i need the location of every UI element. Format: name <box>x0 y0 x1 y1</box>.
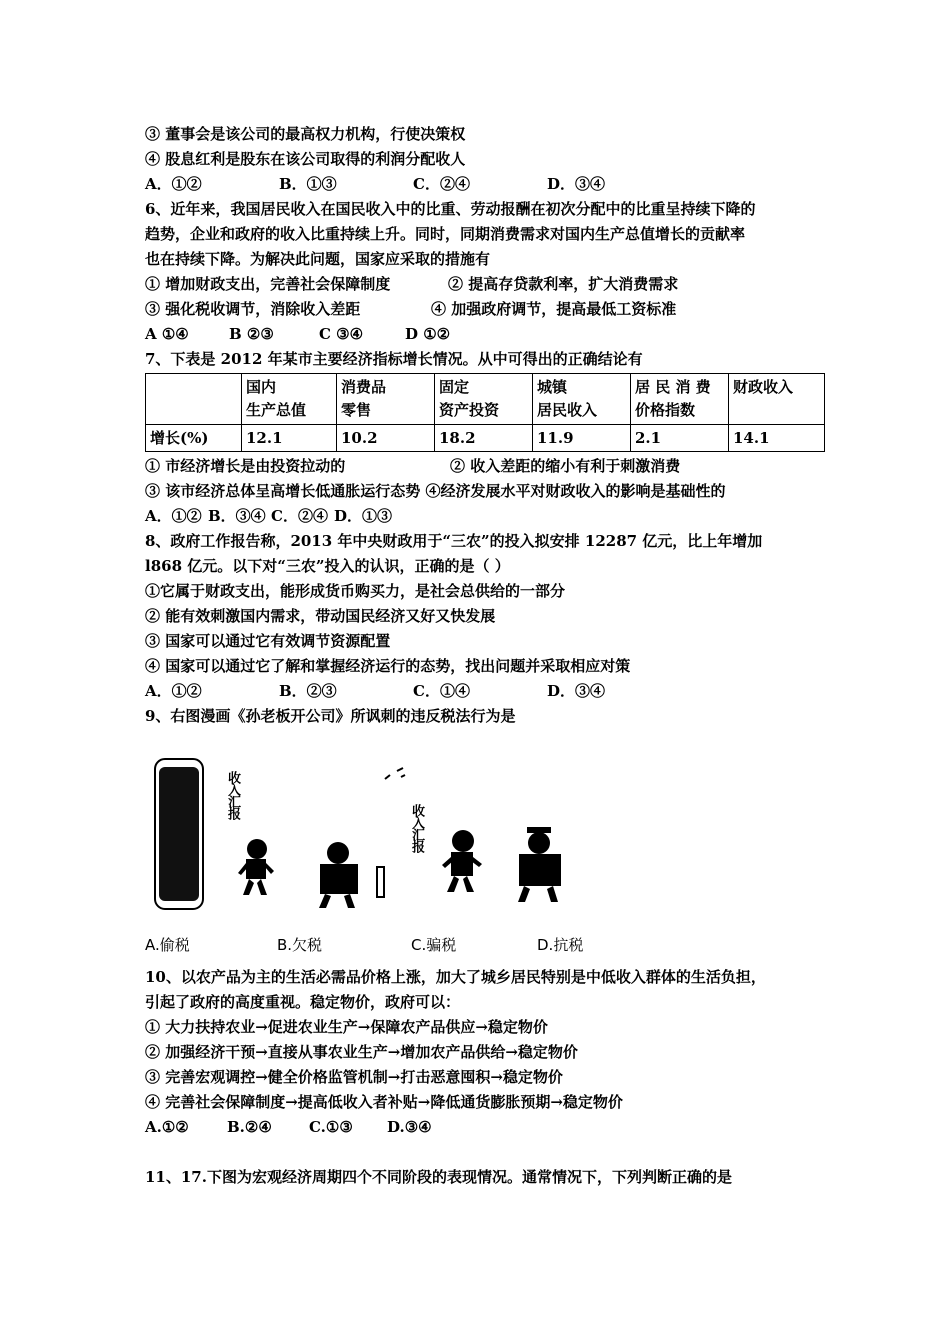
table-cell: 18.2 <box>435 425 533 452</box>
option-b: B.②④ <box>227 1118 272 1136</box>
text-line: ④ 股息红利是股东在该公司取得的利润分配收人 <box>145 150 466 168</box>
option-b: B．②③ <box>279 682 337 700</box>
q10-item: ① 大力扶持农业→促进农业生产→保障农产品供应→稳定物价 <box>145 1018 548 1036</box>
q11-text: 11、17.下图为宏观经济周期四个不同阶段的表现情况。通常情况下，下列判断正确的是 <box>145 1168 732 1186</box>
q6-item: ④ 加强政府调节，提高最低工资标准 <box>431 300 677 318</box>
option-a: A．①② <box>145 175 202 193</box>
q8-item: ③ 国家可以通过它有效调节资源配置 <box>145 632 391 650</box>
option-a: A．①② <box>145 507 202 525</box>
q7-items-row <box>145 454 825 479</box>
table-row-label: 增长(%) <box>146 425 242 452</box>
table-cell: 2.1 <box>631 425 729 452</box>
option-d: D.③④ <box>387 1118 432 1136</box>
q10-item: ② 加强经济干预→直接从事农业生产→增加农产品供给→稳定物价 <box>145 1043 578 1061</box>
q10-options <box>145 1115 825 1140</box>
table-header-cell: 居 民 消 费 价格指数 <box>631 374 729 425</box>
option-a: A．①② <box>145 682 202 700</box>
q10-text: 10、以农产品为主的生活必需品价格上涨，加大了城乡居民特别是中低收入群体的生活负担， <box>145 968 766 986</box>
q6-text: 也在持续下降。为解决此问题，国家应采取的措施有 <box>145 250 491 268</box>
table-header-cell: 国内 生产总值 <box>242 374 337 425</box>
cartoon-image <box>145 749 585 919</box>
table-header-cell <box>146 374 242 425</box>
cartoon-drawing <box>145 749 585 919</box>
q6-item: ① 增加财政支出，完善社会保障制度 <box>145 275 391 293</box>
table-row <box>146 425 825 452</box>
q7-item: ① 市经济增长是由投资拉动的 <box>145 457 346 475</box>
table-header-cell: 城镇 居民收入 <box>533 374 631 425</box>
table-cell: 10.2 <box>337 425 435 452</box>
q6-item: ② 提高存贷款利率，扩大消费需求 <box>448 275 679 293</box>
option-d: D．①③ <box>334 507 393 525</box>
q10-item: ④ 完善社会保障制度→提高低收入者补贴→降低通货膨胀预期→稳定物价 <box>145 1093 623 1111</box>
q6-item: ③ 强化税收调节，消除收入差距 <box>145 300 361 318</box>
option-a: A ①④ <box>145 325 189 343</box>
q9-text: 9、右图漫画《孙老板开公司》所讽刺的违反税法行为是 <box>145 707 516 725</box>
q6-text: 6、近年来，我国居民收入在国民收入中的比重、劳动报酬在初次分配中的比重呈持续下降的 <box>145 200 756 218</box>
q10-text: 引起了政府的高度重视。稳定物价，政府可以： <box>145 993 461 1011</box>
q6-items-row <box>145 272 825 297</box>
table-cell: 12.1 <box>242 425 337 452</box>
table-header-row <box>146 374 825 425</box>
table-cell: 14.1 <box>729 425 825 452</box>
q6-options <box>145 322 825 347</box>
q8-item: ④ 国家可以通过它了解和掌握经济运行的态势，找出问题并采取相应对策 <box>145 657 631 675</box>
table-header-cell: 固定 资产投资 <box>435 374 533 425</box>
q8-text: l868 亿元。以下对“三农”投入的认识，正确的是（ ） <box>145 557 510 575</box>
q9-options <box>145 933 825 958</box>
option-d: D ①② <box>405 325 451 343</box>
option-d: D．③④ <box>547 682 606 700</box>
q7-text: 7、下表是 2012 年某市主要经济指标增长情况。从中可得出的正确结论有 <box>145 350 643 368</box>
option-a: A.①② <box>145 1118 189 1136</box>
q6-text: 趋势，企业和政府的收入比重持续上升。同时，同期消费需求对国内生产总值增长的贡献率 <box>145 225 746 243</box>
option-b: B．①③ <box>279 175 337 193</box>
option-c: C．②④ <box>271 507 328 525</box>
q8-item: ①它属于财政支出，能形成货币购买力，是社会总供给的一部分 <box>145 582 566 600</box>
option-c: C.骗税 <box>411 936 457 954</box>
q8-item: ② 能有效刺激国内需求，带动国民经济又好又快发展 <box>145 607 496 625</box>
indicator-table <box>145 373 825 452</box>
option-c: C．①④ <box>413 682 470 700</box>
option-c: C ③④ <box>319 325 364 343</box>
cartoon-label: 收入汇报 <box>409 804 424 852</box>
option-d: D．③④ <box>547 175 606 193</box>
option-c: C.①③ <box>309 1118 353 1136</box>
q8-options <box>145 679 825 704</box>
option-c: C．②④ <box>413 175 470 193</box>
option-b: B ②③ <box>229 325 274 343</box>
table-header-cell: 财政收入 <box>729 374 825 425</box>
option-a: A.偷税 <box>145 936 190 954</box>
q8-text: 8、政府工作报告称，2013 年中央财政用于“三农”的投入拟安排 12287 亿元，比上年增加 <box>145 532 763 550</box>
document-page <box>145 122 825 1190</box>
option-b: B．③④ <box>208 507 266 525</box>
text-line: ③ 董事会是该公司的最高权力机构，行使决策权 <box>145 125 466 143</box>
q6-items-row <box>145 297 825 322</box>
cartoon-label: 收入汇报 <box>225 771 240 819</box>
option-d: D.抗税 <box>537 936 584 954</box>
table-header-cell: 消费品 零售 <box>337 374 435 425</box>
q7-item: ② 收入差距的缩小有利于刺激消费 <box>450 457 681 475</box>
q5-options <box>145 172 825 197</box>
table-cell: 11.9 <box>533 425 631 452</box>
q10-item: ③ 完善宏观调控→健全价格监管机制→打击恶意囤积→稳定物价 <box>145 1068 563 1086</box>
q7-options <box>145 504 825 529</box>
option-b: B.欠税 <box>277 936 323 954</box>
q7-item: ③ 该市经济总体呈高增长低通胀运行态势 ④经济发展水平对财政收入的影响是基础性的 <box>145 482 726 500</box>
